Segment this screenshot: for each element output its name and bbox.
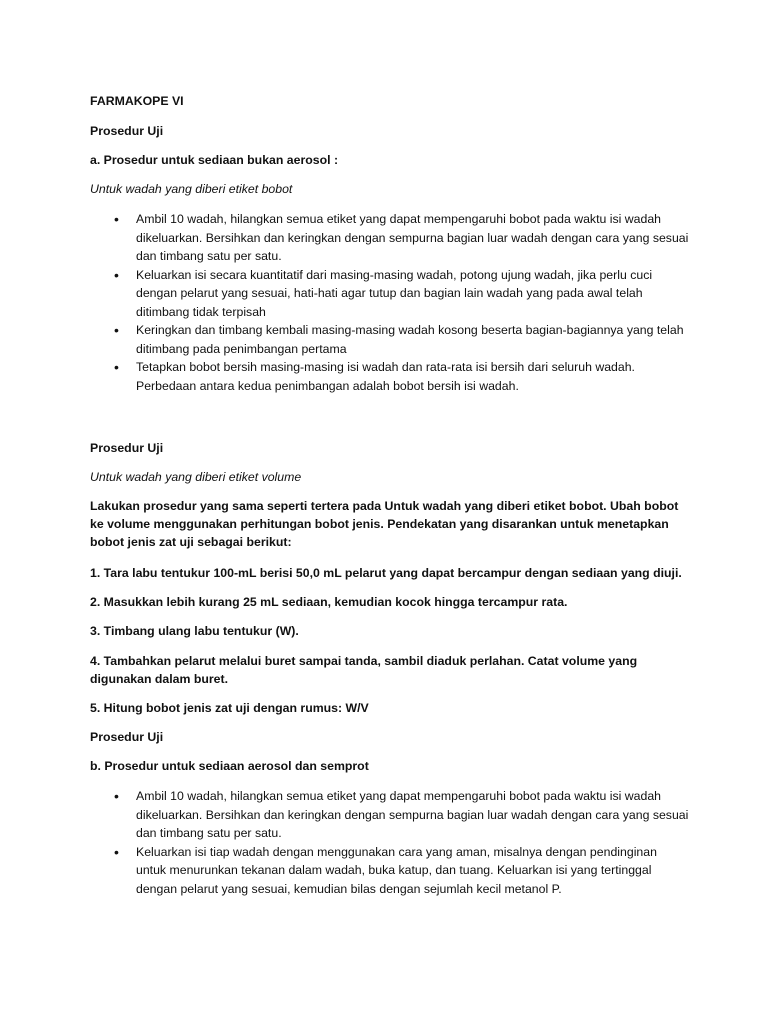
section3-subheading: b. Prosedur untuk sediaan aerosol dan semprot xyxy=(90,759,369,773)
list-item: • Ambil 10 wadah, hilangkan semua etiket yang dapat mempengaruhi bobot pada waktu isi wadah dikeluarkan. Bersihkan dan keringkan dengan sempurna bagian luar wadah dengan cara yang sesuai dan timbang satu per satu. xyxy=(90,787,690,843)
document-title: FARMAKOPE VI xyxy=(90,94,184,108)
section3-bullet-list xyxy=(90,787,690,898)
section1-bullet-list xyxy=(90,210,690,395)
list-item: • Keluarkan isi secara kuantitatif dari masing-masing wadah, potong ujung wadah, jika perlu cuci dengan pelarut yang sesuai, hati-hati agar tutup dan bagian lain wadah yang pada awal telah ditimbang tidak terpisah xyxy=(90,266,690,322)
list-item: • Ambil 10 wadah, hilangkan semua etiket yang dapat mempengaruhi bobot pada waktu isi wadah dikeluarkan. Bersihkan dan keringkan dengan sempurna bagian luar wadah dengan cara yang sesuai dan timbang satu per satu. xyxy=(90,210,690,266)
step-3: 3. Timbang ulang labu tentukur (W). xyxy=(90,624,299,638)
section2-italic-label: Untuk wadah yang diberi etiket volume xyxy=(90,470,302,484)
list-item: • Tetapkan bobot bersih masing-masing isi wadah dan rata-rata isi bersih dari seluruh wadah. Perbedaan antara kedua penimbangan adalah bobot bersih isi wadah. xyxy=(90,358,690,395)
section1-italic-label: Untuk wadah yang diberi etiket bobot xyxy=(90,182,293,196)
step-2: 2. Masukkan lebih kurang 25 mL sediaan, kemudian kocok hingga tercampur rata. xyxy=(90,595,568,609)
step-1: 1. Tara labu tentukur 100-mL berisi 50,0 mL pelarut yang dapat bercampur dengan sediaan yang diuji. xyxy=(90,566,682,580)
section2-heading: Prosedur Uji xyxy=(90,441,164,455)
list-item: • Keluarkan isi tiap wadah dengan menggunakan cara yang aman, misalnya dengan pendinginan untuk menurunkan tekanan dalam wadah, buka katup, dan tuang. Keluarkan isi yang tertinggal dengan pelarut yang sesuai, kemudian bilas dengan sejumlah kecil metanol P. xyxy=(90,843,690,899)
list-item: • Keringkan dan timbang kembali masing-masing wadah kosong beserta bagian-bagiannya yang telah ditimbang pada penimbangan pertama xyxy=(90,321,690,358)
section1-subheading: a. Prosedur untuk sediaan bukan aerosol : xyxy=(90,153,339,167)
step-4: 4. Tambahkan pelarut melalui buret sampai tanda, sambil diaduk perlahan. Catat volume yang digunakan dalam buret. xyxy=(90,654,638,686)
section3-heading: Prosedur Uji xyxy=(90,730,164,744)
step-5: 5. Hitung bobot jenis zat uji dengan rumus: W/V xyxy=(90,701,369,715)
section2-intro: Lakukan prosedur yang sama seperti tertera pada Untuk wadah yang diberi etiket bobot. Ubah bobot ke volume menggunakan perhitungan bobot jenis. Pendekatan yang disarankan untuk menetapkan bobot jenis zat uji sebagai berikut: xyxy=(90,499,679,549)
section1-heading: Prosedur Uji xyxy=(90,124,164,138)
